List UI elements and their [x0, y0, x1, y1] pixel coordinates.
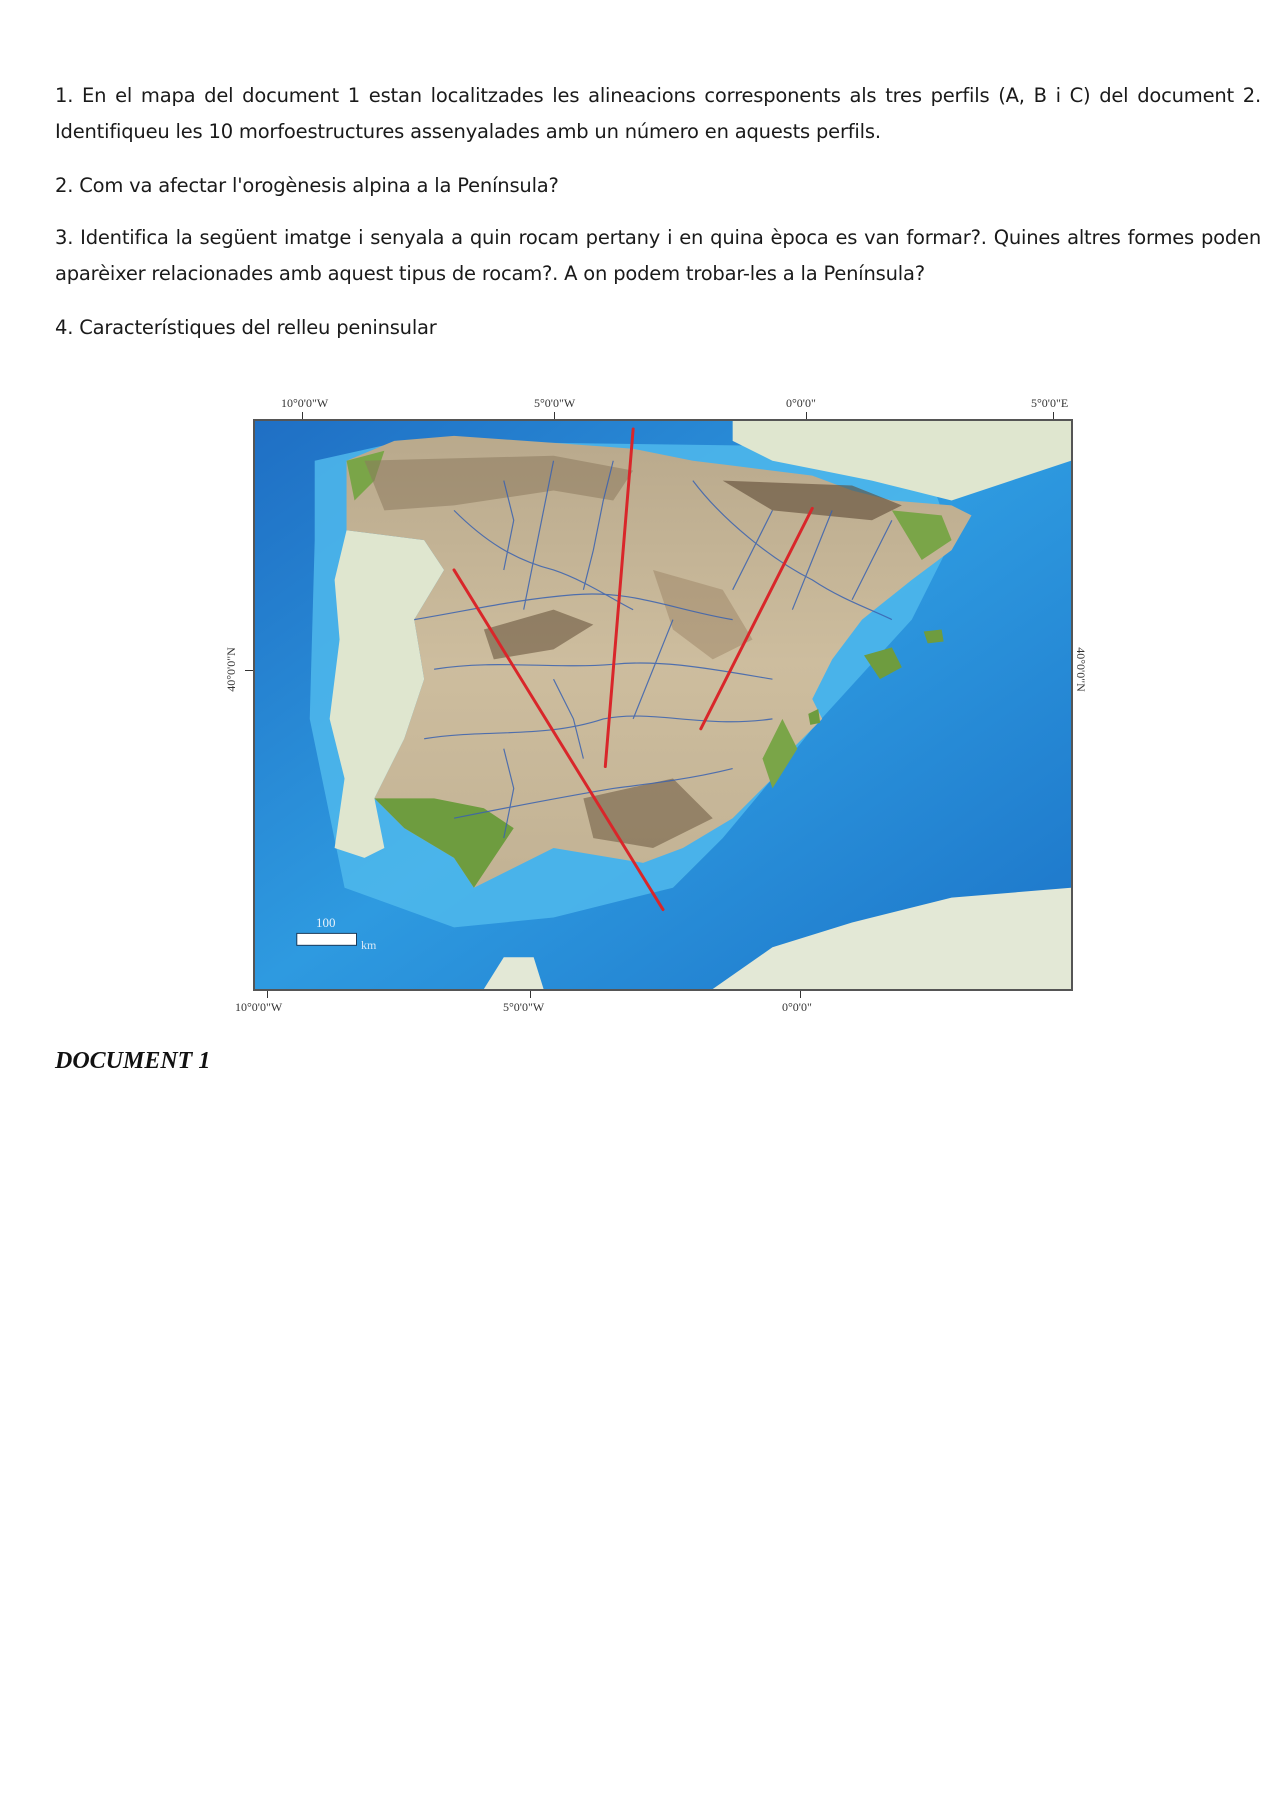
tick [800, 991, 801, 998]
bottom-coord-label: 10°0'0"W [235, 1000, 283, 1014]
top-coord-label: 0°0'0" [786, 396, 816, 410]
top-coord-label: 10°0'0"W [281, 396, 329, 410]
tick [245, 670, 253, 671]
top-coord-label: 5°0'0"E [1031, 396, 1069, 410]
scale-bar-unit: km [361, 938, 377, 952]
right-coord-label: 40°0'0"N [1073, 647, 1088, 692]
question-1 [55, 78, 1261, 150]
top-coord-label: 5°0'0"W [534, 396, 576, 410]
question-3-line-1: 3. Identifica la següent imatge i senyala a quin rocam pertany i en quina època es van formar?. Quines altres formes poden [55, 226, 1261, 249]
document-caption: DOCUMENT 1 [55, 1048, 211, 1074]
bottom-coord-label: 0°0'0" [782, 1000, 812, 1014]
tick [530, 991, 531, 998]
question-2-line-1: 2. Com va afectar l'orogènesis alpina a la Península? [55, 174, 559, 197]
bottom-coord-label: 5°0'0"W [503, 1000, 545, 1014]
question-1-line-1: 1. En el mapa del document 1 estan localitzades les alineacions corresponents als tres perfils (A, B i C) del document 2. [55, 84, 1261, 107]
question-1-line-2: Identifiqueu les 10 morfoestructures assenyalades amb un número en aquests perfils. [55, 120, 881, 143]
tick [267, 991, 268, 998]
relief-map-graphic [255, 421, 1071, 989]
question-3 [55, 220, 1261, 292]
question-4-line-1: 4. Característiques del relleu peninsular [55, 316, 437, 339]
scale-bar-value: 100 [316, 915, 336, 930]
question-4 [55, 310, 1261, 346]
map-image [253, 419, 1073, 991]
iberian-peninsula-map [225, 390, 1105, 1030]
question-2 [55, 168, 1261, 204]
question-3-line-2: aparèixer relacionades amb aquest tipus de rocam?. A on podem trobar-les a la Península? [55, 262, 925, 285]
left-coord-label: 40°0'0"N [223, 647, 238, 692]
